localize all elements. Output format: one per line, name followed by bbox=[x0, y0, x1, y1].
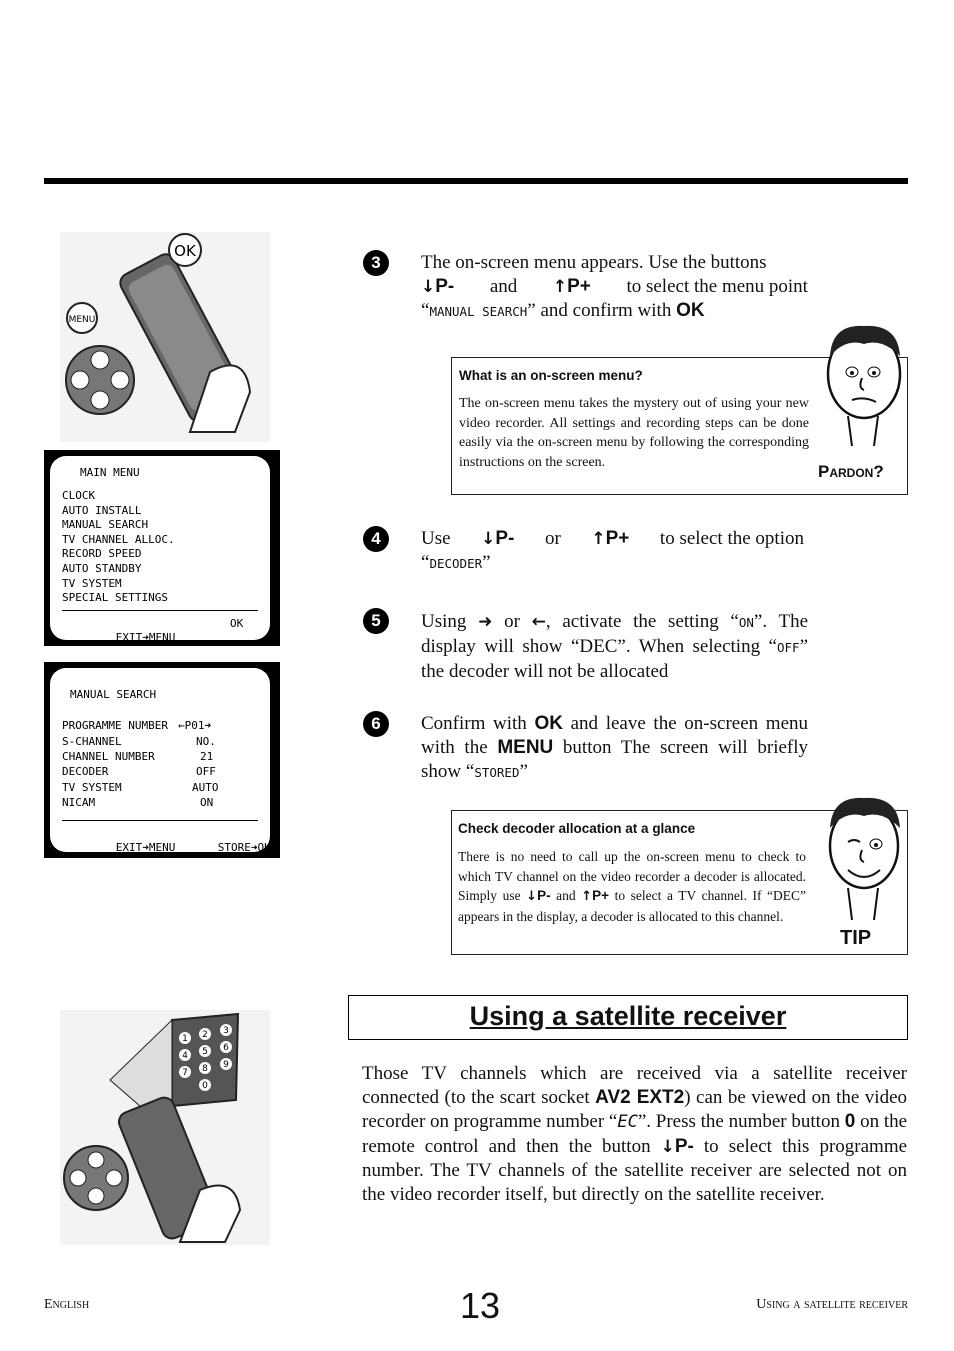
setting-label: DECODER bbox=[62, 765, 109, 778]
setting-value: AUTO bbox=[192, 781, 219, 794]
step-5-text: Using ➜ or ←, activate the setting “ON”. The display will show “DEC”. When selecting “OFF” the decoder will not be allocated bbox=[421, 611, 809, 682]
right-arrow-icon: ➜ bbox=[250, 841, 258, 854]
step-3-line1: The on-screen menu appears. Use the buttons bbox=[421, 252, 767, 273]
info-box-title: What is an on-screen menu? bbox=[459, 368, 643, 383]
setting-label: S-CHANNEL bbox=[62, 735, 122, 748]
step-3-text: The on-screen menu appears. Use the buttons ↓P- and ↑P+ to select the menu point “MANUAL SEARCH” and confirm with OK bbox=[421, 252, 808, 321]
p-minus-label: P- bbox=[674, 1135, 694, 1157]
number-button-label: 0 bbox=[844, 1111, 856, 1133]
key-label: 1 bbox=[182, 1034, 188, 1044]
stored-label: STORED bbox=[474, 765, 520, 780]
exit-label: EXIT bbox=[115, 631, 143, 644]
key-label: 3 bbox=[223, 1026, 229, 1036]
manual-search-title: MANUAL SEARCH bbox=[70, 688, 157, 701]
main-menu-item: SPECIAL SETTINGS bbox=[62, 591, 168, 604]
ok-label: OK bbox=[676, 300, 705, 321]
setting-off: OFF bbox=[776, 640, 800, 655]
setting-on: ON bbox=[738, 615, 754, 630]
main-menu-item: RECORD SPEED bbox=[62, 547, 142, 560]
footer-language: English bbox=[44, 1297, 90, 1312]
key-label: 6 bbox=[223, 1043, 229, 1053]
step-3-tail: to select the menu point bbox=[626, 276, 808, 297]
down-arrow-icon: ↓ bbox=[421, 277, 436, 297]
main-menu-title: MAIN MENU bbox=[80, 466, 140, 479]
key-label: 0 bbox=[202, 1081, 208, 1091]
tip-cartoon-face bbox=[814, 790, 906, 930]
step-number-6: 6 bbox=[363, 711, 389, 737]
setting-value: P01 bbox=[184, 719, 205, 732]
setting-label: PROGRAMME NUMBER bbox=[62, 719, 168, 732]
footer-chapter: Using a satellite receiver bbox=[756, 1297, 908, 1312]
setting-value: ON bbox=[200, 796, 214, 809]
scart-socket-label: AV2 EXT2 bbox=[595, 1087, 685, 1109]
section-paragraph: Those TV channels which are received via a satellite receiver connected (to the scart socket AV2 EXT2) can be viewed on the video recorder on programme number “EC”. Press the number button 0 on the remote control and then the button ↓P- to select this programme number. The TV channels of the satellite receiver are selected not on the video recorder itself, but directly on the satellite receiver. bbox=[362, 1063, 908, 1206]
page-number: 13 bbox=[460, 1285, 501, 1326]
key-label: 9 bbox=[223, 1060, 229, 1070]
key-label: 8 bbox=[202, 1064, 208, 1074]
down-arrow-icon: ↓ bbox=[481, 529, 496, 549]
setting-label: NICAM bbox=[62, 796, 96, 809]
right-arrow-icon: ➜ bbox=[478, 612, 493, 632]
section-heading-box bbox=[348, 995, 908, 1040]
p-minus-label: P- bbox=[537, 888, 551, 903]
step-6-text: Confirm with OK and leave the on-screen menu with the MENU button The screen will briefly show “STORED” bbox=[421, 713, 809, 782]
ok-label: OK bbox=[534, 713, 563, 734]
main-menu-item: AUTO STANDBY bbox=[62, 562, 142, 575]
remote-illustration-ok-menu bbox=[60, 232, 270, 442]
tip-body: There is no need to call up the on-screen menu to check to which TV channel on the video recorder a decoder is allocated. Simply use ↓P- and ↑P+ to select a TV channel. If “DEC” appears in the display, a decoder is allocated to this channel. bbox=[458, 849, 807, 924]
tip-tag: TIP bbox=[840, 927, 872, 949]
tv-main-menu bbox=[44, 450, 280, 646]
key-label: 7 bbox=[182, 1068, 188, 1078]
menu-callout-label: MENU bbox=[68, 315, 96, 325]
option-name: DECODER bbox=[429, 556, 483, 571]
right-arrow-icon: ➜ bbox=[142, 631, 149, 644]
left-arrow-icon: ← bbox=[531, 612, 546, 632]
remote-illustration-number-keys bbox=[60, 1010, 270, 1245]
down-arrow-icon: ↓ bbox=[526, 889, 538, 904]
ok-label: OK bbox=[230, 617, 244, 630]
main-menu-item: MANUAL SEARCH bbox=[62, 518, 149, 531]
pardon-cartoon-face bbox=[812, 316, 906, 456]
key-label: 2 bbox=[202, 1030, 208, 1040]
p-plus-label: P+ bbox=[567, 276, 591, 297]
main-menu-item: TV CHANNEL ALLOC. bbox=[62, 533, 175, 546]
p-plus-label: P+ bbox=[605, 528, 630, 549]
p-minus-label: P- bbox=[435, 276, 455, 297]
main-menu-item: TV SYSTEM bbox=[62, 577, 122, 590]
p-minus-label: P- bbox=[495, 528, 515, 549]
setting-label: TV SYSTEM bbox=[62, 781, 122, 794]
right-arrow-icon: ➜ bbox=[142, 841, 149, 854]
menu-point-name: MANUAL SEARCH bbox=[429, 304, 528, 319]
section-title: Using a satellite receiver bbox=[469, 1001, 787, 1031]
programme-number-display: EC bbox=[617, 1112, 638, 1133]
setting-value: OFF bbox=[196, 765, 216, 778]
setting-value: NO. bbox=[196, 735, 216, 748]
key-label: 5 bbox=[202, 1047, 208, 1057]
and-word: and bbox=[489, 276, 518, 297]
down-arrow-icon: ↓ bbox=[660, 1136, 675, 1157]
right-arrow-icon: ➜ bbox=[204, 719, 212, 732]
step-number-3: 3 bbox=[363, 250, 389, 276]
step-number-5: 5 bbox=[363, 608, 389, 634]
tip-title: Check decoder allocation at a glance bbox=[458, 821, 696, 836]
pardon-tag: Pardon? bbox=[818, 462, 884, 481]
store-label: STORE bbox=[217, 841, 251, 854]
main-menu-item: AUTO INSTALL bbox=[62, 504, 142, 517]
store-target: OK bbox=[257, 841, 271, 854]
key-label: 4 bbox=[182, 1051, 188, 1061]
main-menu-item: CLOCK bbox=[62, 489, 96, 502]
step-4-text: Use ↓P- or ↑P+ to select the option “DECODER” bbox=[421, 528, 804, 573]
header-rule bbox=[44, 178, 908, 184]
up-arrow-icon: ↑ bbox=[581, 889, 593, 904]
exit-label: EXIT bbox=[115, 841, 143, 854]
exit-target: MENU bbox=[148, 631, 176, 644]
step-number-4: 4 bbox=[363, 526, 389, 552]
info-box-body: The on-screen menu takes the mystery out of using your new video recorder. All settings and recording steps can be done easily via the on-screen menu by following the corresponding instructions on the screen. bbox=[459, 396, 809, 470]
ok-callout-label: OK bbox=[174, 242, 196, 260]
tv-manual-search bbox=[44, 662, 280, 858]
left-arrow-icon: ← bbox=[178, 719, 185, 732]
setting-value: 21 bbox=[200, 750, 214, 763]
menu-label: MENU bbox=[497, 737, 554, 758]
p-plus-label: P+ bbox=[592, 888, 610, 903]
up-arrow-icon: ↑ bbox=[591, 529, 606, 549]
setting-label: CHANNEL NUMBER bbox=[62, 750, 155, 763]
exit-target: MENU bbox=[148, 841, 176, 854]
up-arrow-icon: ↑ bbox=[552, 277, 568, 297]
